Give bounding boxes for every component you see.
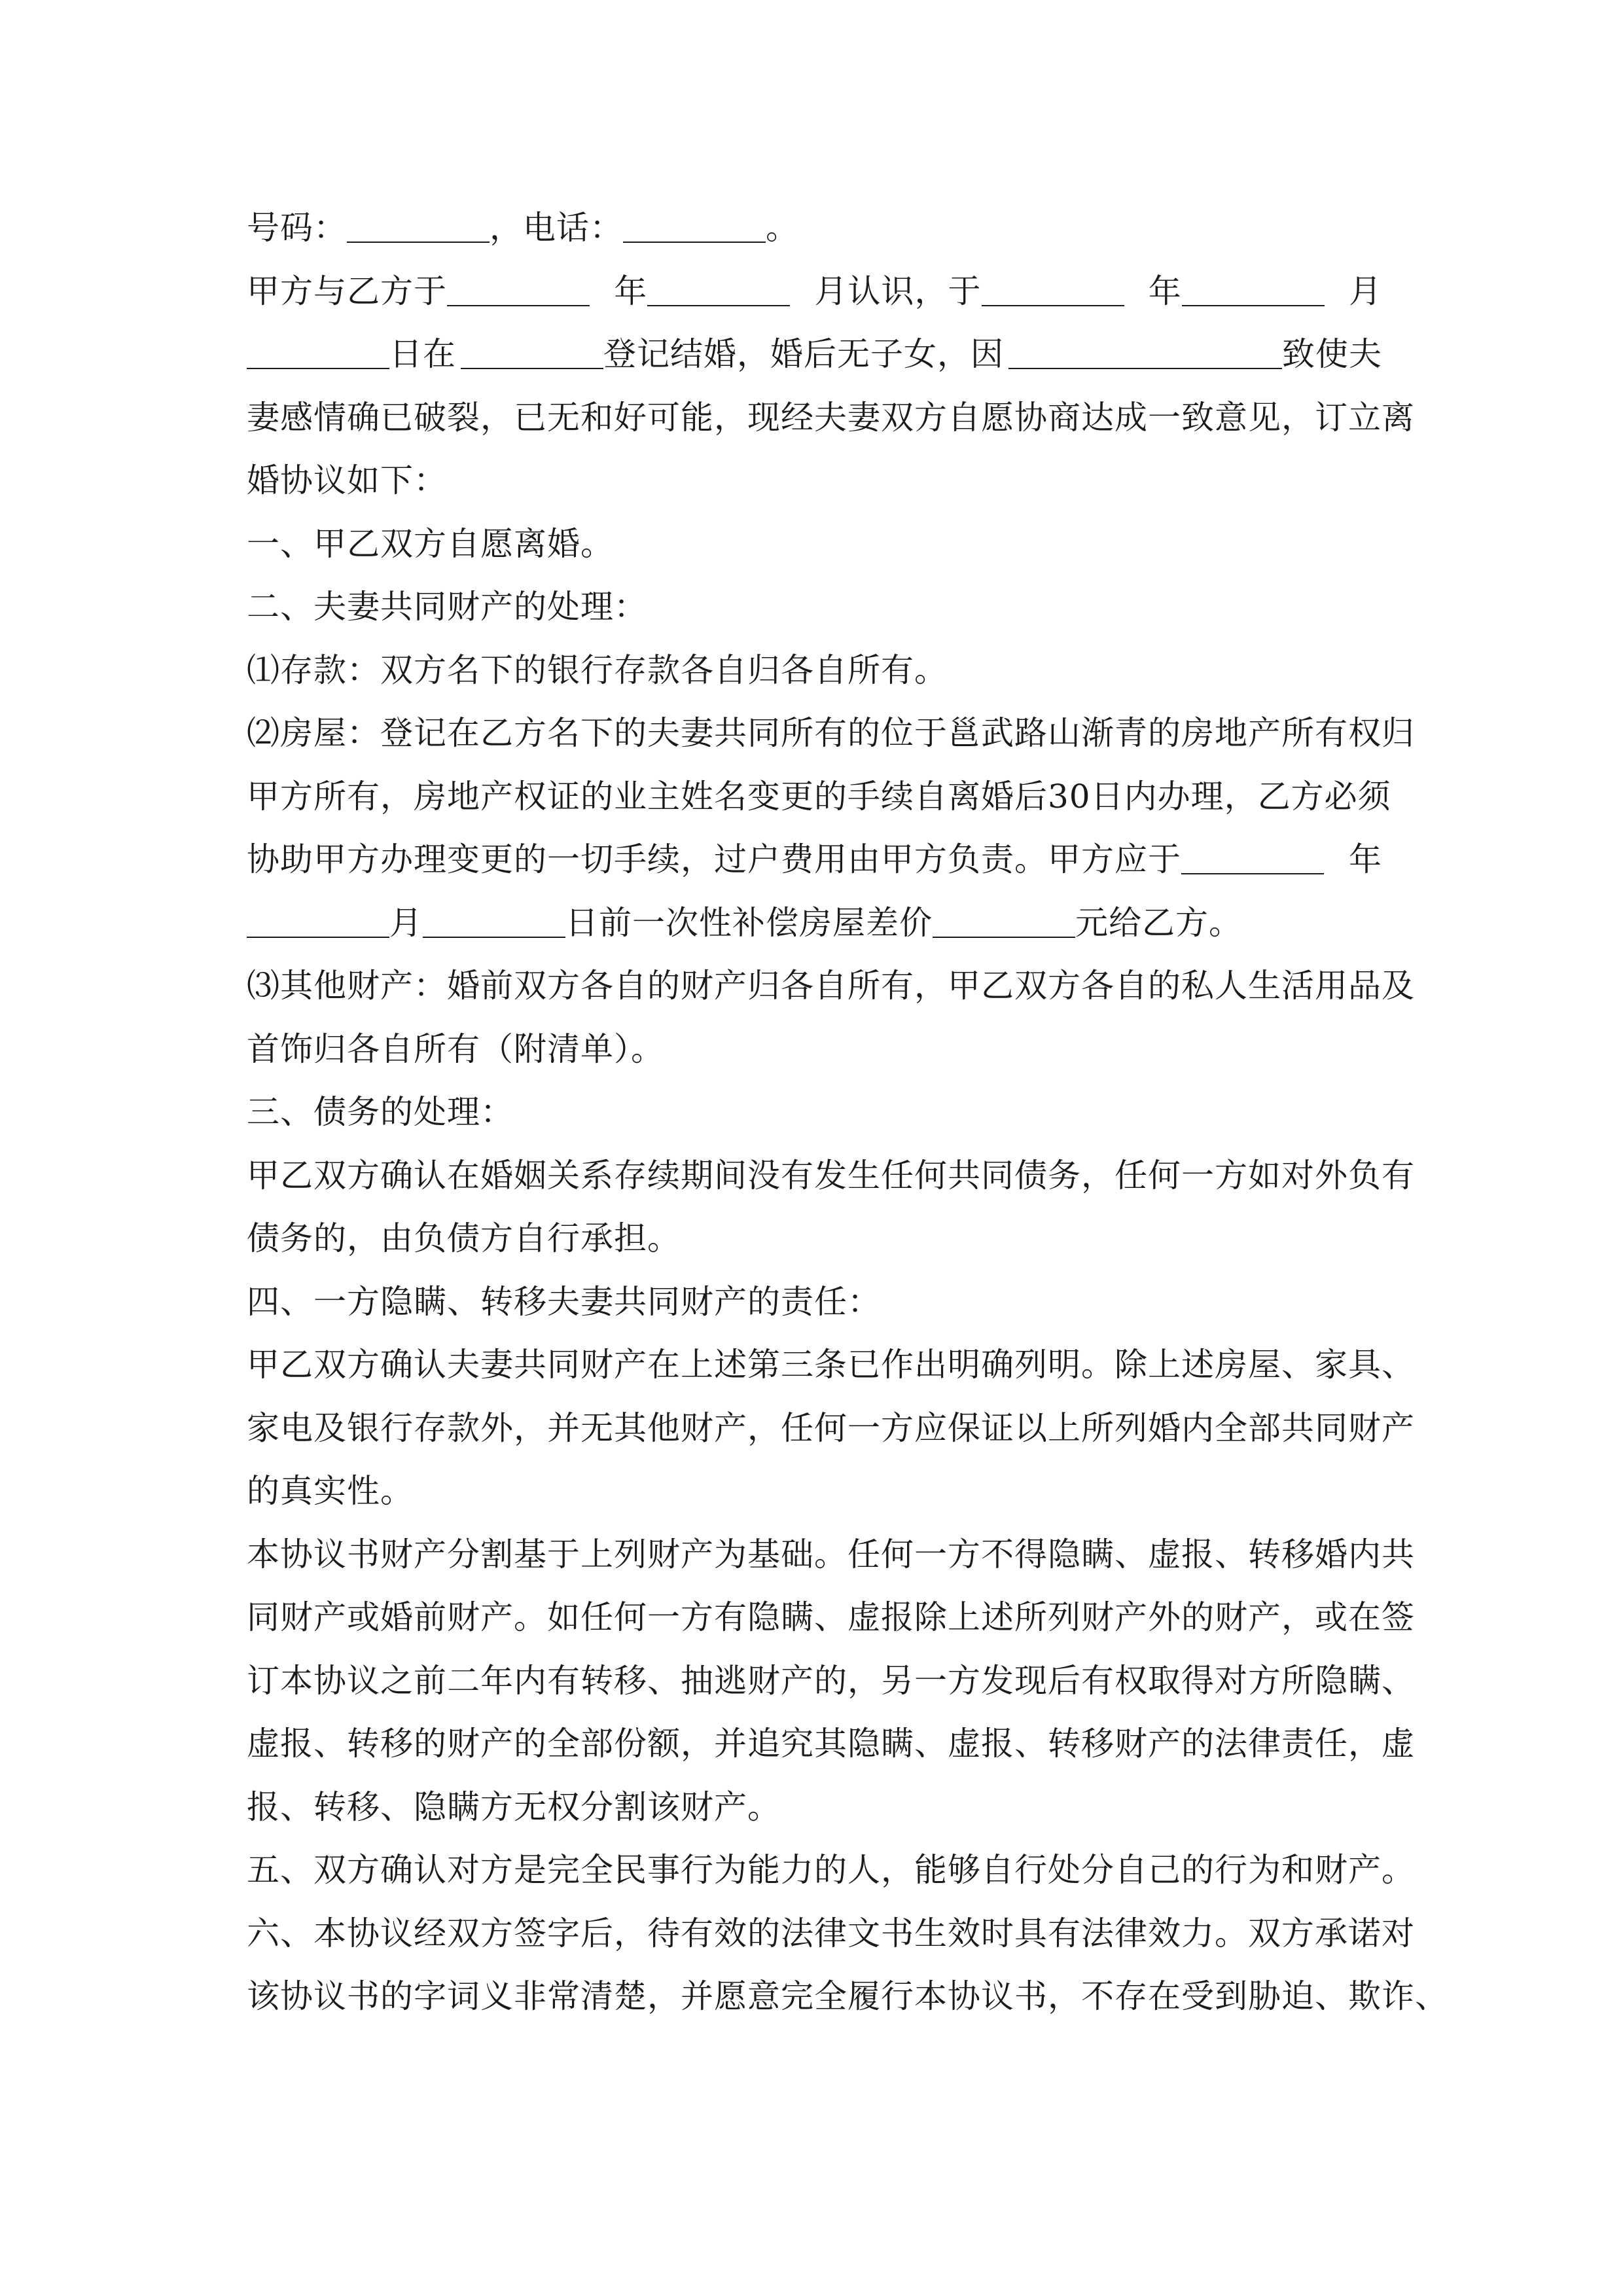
met-prefix: 甲方与乙方于 — [247, 272, 447, 310]
met-year-label: 年 — [614, 272, 648, 310]
day-label: 日在 — [389, 335, 456, 373]
paragraph-line: 的真实性。 — [247, 1472, 414, 1510]
compensation-month-label: 月 — [389, 903, 423, 942]
label-phone: ，电话： — [490, 209, 623, 247]
clause-5: 五、双方确认对方是完全民事行为能力的人，能够自行处分自己的行为和财产。 — [247, 1851, 1415, 1889]
compensation-text-group — [247, 828, 1324, 891]
divorce-reason-blank[interactable] — [1008, 331, 1282, 369]
married-year-group — [1149, 260, 1325, 323]
agreement-body — [247, 196, 1448, 2028]
compensation-month-blank[interactable] — [247, 900, 389, 938]
paragraph-line: 家电及银行存款外，并无其他财产，任何一方应保证以上所列婚内全部共同财产 — [247, 1408, 1415, 1447]
id-number-blank[interactable] — [347, 205, 490, 243]
compensation-year-blank[interactable] — [1181, 836, 1324, 874]
compensation-amount-line — [247, 891, 1382, 955]
reason-group — [1008, 323, 1382, 386]
other-property-item: ⑶其他财产：婚前双方各自的财产归各自所有，甲乙双方各自的私人生活用品及 — [247, 967, 1415, 1005]
paragraph-line: 该协议书的字词义非常清楚，并愿意完全履行本协议书，不存在受到胁迫、欺诈、 — [247, 1977, 1448, 2015]
married-day-blank[interactable] — [247, 331, 389, 369]
clause-4-heading: 四、一方隐瞒、转移夫妻共同财产的责任： — [247, 1282, 881, 1321]
married-month-label: 月 — [1349, 272, 1382, 310]
met-month-blank[interactable] — [647, 268, 790, 306]
met-month-group — [815, 260, 1124, 323]
married-month-blank[interactable] — [1182, 268, 1325, 306]
paragraph-line: 订本协议之前二年内有转移、抽逃财产的，另一方发现后有权取得对方所隐瞒、 — [247, 1661, 1415, 1700]
paragraph-line: 债务的，由负债方自行承担。 — [247, 1219, 681, 1257]
paragraph-line: 婚协议如下： — [247, 461, 447, 499]
married-year-label: 年 — [1148, 272, 1182, 310]
day-group — [247, 323, 456, 386]
compensation-amount-blank[interactable] — [933, 900, 1075, 938]
paragraph-line: 妻感情确已破裂，已无和好可能，现经夫妻双方自愿协商达成一致意见，订立离 — [247, 398, 1415, 437]
compensation-amount-suffix: 元给乙方。 — [1075, 903, 1242, 942]
met-text-group — [247, 260, 590, 323]
compensation-line — [247, 828, 1382, 891]
paragraph-line: 首饰归各自所有（附清单）。 — [247, 1030, 664, 1068]
compensation-text: 协助甲方办理变更的一切手续，过户费用由甲方负责。甲方应于 — [247, 840, 1181, 878]
deposit-item: ⑴存款：双方名下的银行存款各自归各自所有。 — [247, 651, 948, 689]
registration-place-blank[interactable] — [461, 331, 603, 369]
clause-1-heading: 一、甲乙双方自愿离婚。 — [247, 524, 614, 563]
registration-text: 登记结婚，婚后无子女，因 — [603, 335, 1004, 373]
acquaintance-line — [247, 260, 1382, 323]
phone-blank[interactable] — [623, 205, 766, 243]
met-year-blank[interactable] — [447, 268, 590, 306]
compensation-day-text: 日前一次性补偿房屋差价 — [565, 903, 933, 942]
place-group — [461, 323, 1004, 386]
clause-6: 六、本协议经双方签字后，待有效的法律文书生效时具有法律效力。双方承诺对 — [247, 1914, 1415, 1952]
paragraph-line: 甲方所有，房地产权证的业主姓名变更的手续自离婚后30日内办理，乙方必须 — [247, 777, 1391, 816]
paragraph-line: 报、转移、隐瞒方无权分割该财产。 — [247, 1787, 781, 1826]
met-month-label: 月认识，于 — [814, 272, 982, 310]
contact-end: 。 — [766, 209, 799, 247]
contact-line — [247, 196, 1382, 260]
clause-2-heading: 二、夫妻共同财产的处理： — [247, 588, 647, 626]
paragraph-line: 甲乙双方确认在婚姻关系存续期间没有发生任何共同债务，任何一方如对外负有 — [247, 1156, 1415, 1194]
paragraph-line: 本协议书财产分割基于上列财产为基础。任何一方不得隐瞒、虚报、转移婚内共 — [247, 1535, 1415, 1573]
paragraph-line: 同财产或婚前财产。如任何一方有隐瞒、虚报除上述所列财产外的财产，或在签 — [247, 1598, 1415, 1636]
compensation-day-blank[interactable] — [423, 900, 565, 938]
clause-3-heading: 三、债务的处理： — [247, 1093, 514, 1131]
met-year-group — [614, 260, 790, 323]
label-id-number: 号码： — [247, 209, 347, 247]
reason-suffix: 致使夫 — [1282, 335, 1382, 373]
paragraph-line: 甲乙双方确认夫妻共同财产在上述第三条已作出明确列明。除上述房屋、家具、 — [247, 1346, 1415, 1384]
compensation-year-label: 年 — [1349, 840, 1382, 878]
married-year-blank[interactable] — [982, 268, 1124, 306]
house-item: ⑵房屋：登记在乙方名下的夫妻共同所有的位于邕武路山渐青的房地产所有权归 — [247, 714, 1415, 752]
registration-line — [247, 323, 1382, 386]
paragraph-line: 虚报、转移的财产的全部份额，并追究其隐瞒、虚报、转移财产的法律责任，虚 — [247, 1725, 1415, 1763]
